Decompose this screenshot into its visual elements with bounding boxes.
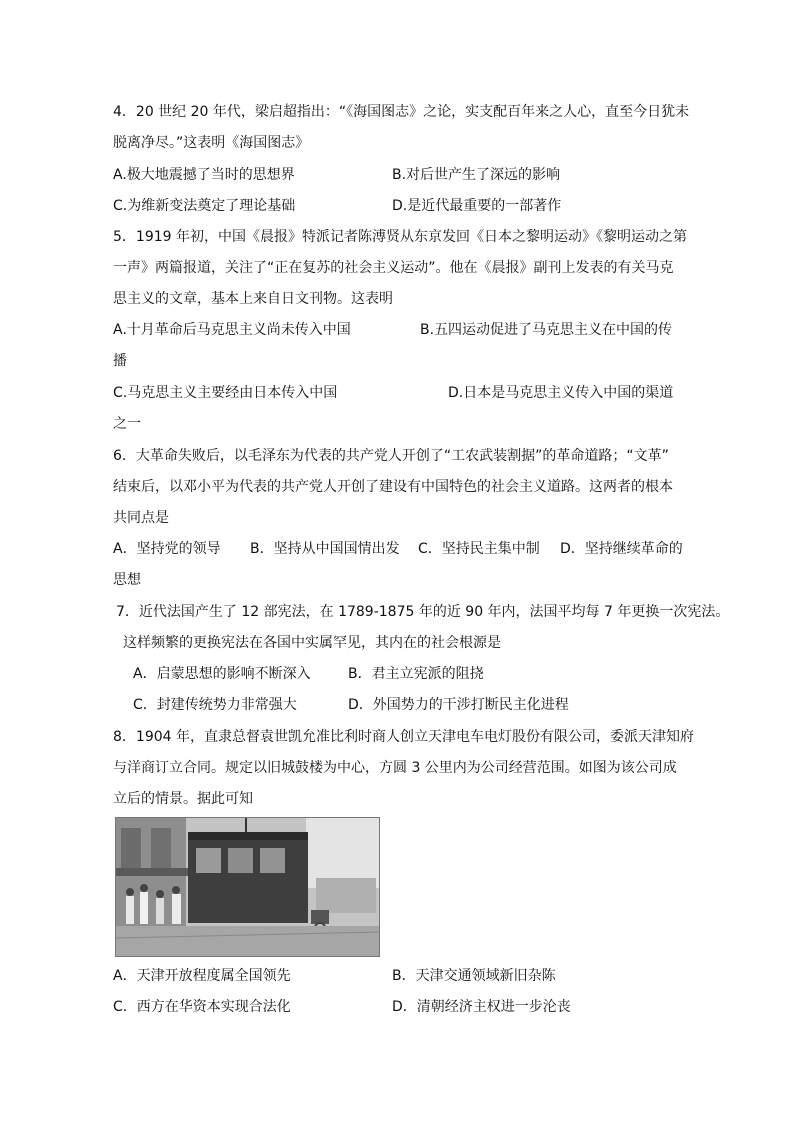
q6-stem-line-1: 6．大革命失败后，以毛泽东为代表的共产党人开创了“工农武装割据”的革命道路；“文革” (113, 448, 669, 464)
q7-stem-line-1: 7．近代法国产生了 12 部宪法，在 1789-1875 年的近 90 年内，法国平均每 7 年更换一次宪法。 (116, 604, 730, 620)
q7-option-d[interactable]: D．外国势力的干涉打断民主化进程 (348, 697, 569, 713)
tram-photo (115, 817, 380, 957)
q4-stem-line-1: 4．20 世纪 20 年代，梁启超指出：“《海国图志》之论，实支配百年来之人心，直至今日犹未 (113, 104, 690, 120)
q8-option-a[interactable]: A．天津开放程度属全国领先 (113, 968, 291, 984)
q6-option-a[interactable]: A．坚持党的领导 (113, 541, 221, 557)
q4-stem-line-2: 脱离净尽。”这表明《海国图志》 (113, 135, 310, 151)
q6-option-d-wrap: 思想 (113, 572, 141, 588)
q5-option-c[interactable]: C.马克思主义主要经由日本传入中国 (113, 385, 338, 401)
q8-stem-line-2: 与洋商订立合同。规定以旧城鼓楼为中心，方圆 3 公里内为公司经营范围。如图为该公司成 (113, 760, 677, 776)
q8-option-b[interactable]: B．天津交通领域新旧杂陈 (392, 968, 556, 984)
q5-option-a[interactable]: A.十月革命后马克思主义尚未传入中国 (113, 322, 351, 338)
q5-option-b[interactable]: B.五四运动促进了马克思主义在中国的传 (420, 322, 673, 338)
q5-stem-line-1: 5．1919 年初，中国《晨报》特派记者陈溥贤从东京发回《日本之黎明运动》《黎明运动之第 (113, 229, 687, 245)
q7-option-c[interactable]: C．封建传统势力非常强大 (133, 697, 297, 713)
tram-photo-drawing (116, 818, 379, 956)
q6-option-c[interactable]: C．坚持民主集中制 (418, 541, 540, 557)
q6-stem-line-2: 结束后，以邓小平为代表的共产党人开创了建设有中国特色的社会主义道路。这两者的根本 (113, 479, 673, 495)
q5-option-d-wrap: 之一 (113, 416, 141, 432)
q8-option-d[interactable]: D．清朝经济主权进一步沦丧 (392, 999, 571, 1015)
q4-option-c[interactable]: C.为维新变法奠定了理论基础 (113, 198, 296, 214)
q7-stem-line-2: 这样频繁的更换宪法在各国中实属罕见，其内在的社会根源是 (123, 635, 501, 651)
q7-option-a[interactable]: A．启蒙思想的影响不断深入 (133, 666, 311, 682)
q4-option-a[interactable]: A.极大地震撼了当时的思想界 (113, 167, 295, 183)
q5-stem-line-2: 一声》两篇报道，关注了“正在复苏的社会主义运动”。他在《晨报》副刊上发表的有关马克 (113, 260, 674, 276)
q5-option-d[interactable]: D.日本是马克思主义传入中国的渠道 (448, 385, 674, 401)
q7-option-b[interactable]: B．君主立宪派的阻挠 (348, 666, 484, 682)
q8-option-c[interactable]: C．西方在华资本实现合法化 (113, 999, 291, 1015)
q6-option-b[interactable]: B．坚持从中国国情出发 (250, 541, 400, 557)
q4-option-d[interactable]: D.是近代最重要的一部著作 (392, 198, 562, 214)
q5-stem-line-3: 思主义的文章，基本上来自日文刊物。这表明 (113, 291, 393, 307)
q8-stem-line-3: 立后的情景。据此可知 (113, 791, 253, 807)
q6-option-d[interactable]: D．坚持继续革命的 (560, 541, 683, 557)
q6-stem-line-3: 共同点是 (113, 510, 169, 526)
q8-stem-line-1: 8．1904 年，直隶总督袁世凯允准比利时商人创立天津电车电灯股份有限公司，委派天津知府 (113, 729, 694, 745)
q4-option-b[interactable]: B.对后世产生了深远的影响 (392, 167, 561, 183)
q5-option-b-wrap: 播 (113, 353, 127, 369)
